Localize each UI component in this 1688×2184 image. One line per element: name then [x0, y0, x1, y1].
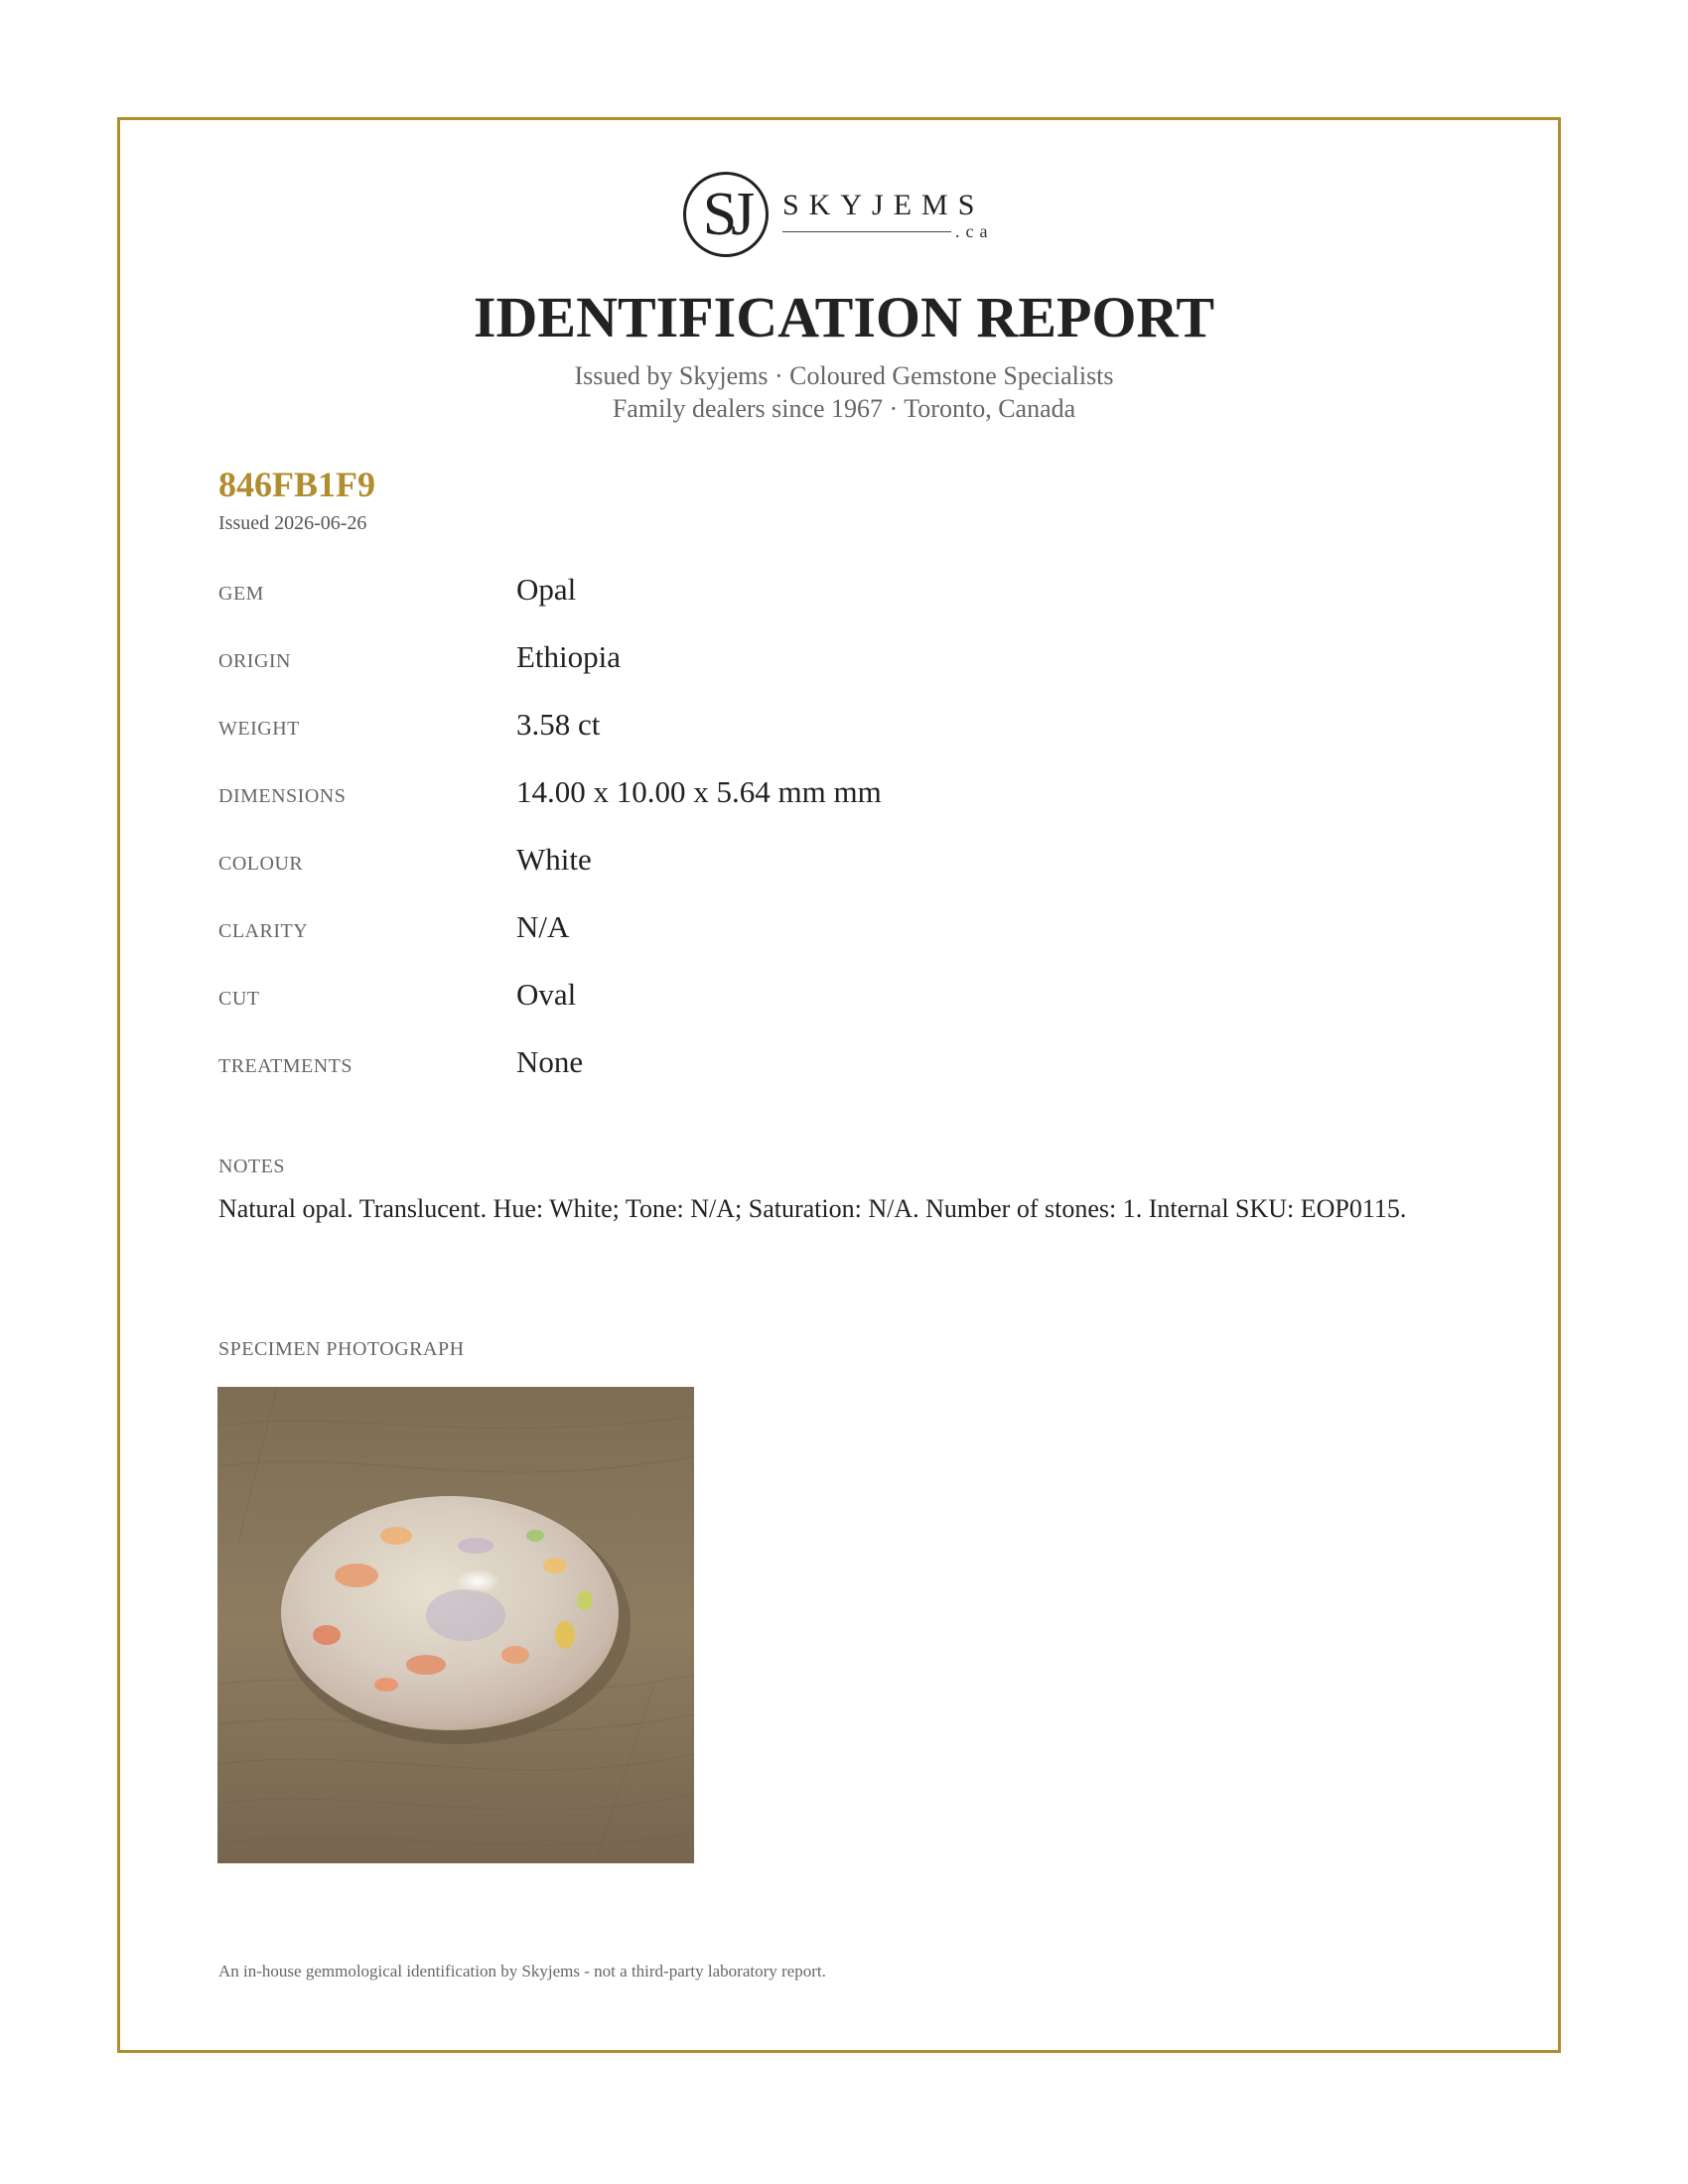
gem-fields [218, 572, 1410, 1112]
brand-tld: .ca [955, 221, 994, 241]
field-row-treatments [218, 1044, 1410, 1112]
brand-name: SKYJEMS [782, 189, 985, 221]
field-label: CLARITY [218, 920, 309, 942]
photo-label: SPECIMEN PHOTOGRAPH [218, 1338, 465, 1360]
notes-label: NOTES [218, 1156, 285, 1177]
logo-rule [782, 222, 993, 240]
notes-text: Natural opal. Translucent. Hue: White; Tone: N/A; Saturation: N/A. Number of stones: 1. Internal SKU: EOP0115. [218, 1194, 1407, 1223]
monogram-circle [683, 172, 769, 257]
field-label: ORIGIN [218, 650, 291, 672]
field-value: Opal [516, 572, 577, 607]
field-value: 3.58 ct [516, 707, 601, 742]
report-title: IDENTIFICATION REPORT [473, 285, 1215, 349]
field-row-weight [218, 707, 1410, 774]
disclaimer-footer: An in-house gemmological identification by Skyjems - not a third-party laboratory report. [218, 1962, 826, 1980]
field-row-cut [218, 977, 1410, 1044]
field-row-gem [218, 572, 1410, 639]
field-value: N/A [516, 909, 570, 944]
brand-monogram: SJ [702, 181, 750, 248]
logo-wordmark [782, 189, 993, 240]
field-value: 14.00 x 10.00 x 5.64 mm mm [516, 774, 882, 809]
issued-date: Issued 2026-06-26 [218, 512, 367, 534]
report-subtitle-line2: Family dealers since 1967 · Toronto, Canada [612, 394, 1076, 423]
field-value: Oval [516, 977, 577, 1012]
field-label: CUT [218, 988, 260, 1010]
field-value: None [516, 1044, 584, 1079]
report-subtitle-line1: Issued by Skyjems · Coloured Gemstone Specialists [574, 361, 1114, 390]
field-row-clarity [218, 909, 1410, 977]
field-label: COLOUR [218, 853, 304, 875]
field-value: White [516, 842, 592, 877]
field-label: DIMENSIONS [218, 785, 347, 807]
field-value: Ethiopia [516, 639, 622, 674]
field-row-dimensions [218, 774, 1410, 842]
field-label: TREATMENTS [218, 1055, 352, 1077]
field-row-origin [218, 639, 1410, 707]
opal-specimen-image [217, 1387, 694, 1863]
field-label: GEM [218, 583, 264, 605]
report-id: 846FB1F9 [218, 465, 375, 504]
field-label: WEIGHT [218, 718, 300, 740]
field-row-colour [218, 842, 1410, 909]
specimen-photograph [217, 1387, 694, 1863]
brand-logo [683, 165, 993, 264]
